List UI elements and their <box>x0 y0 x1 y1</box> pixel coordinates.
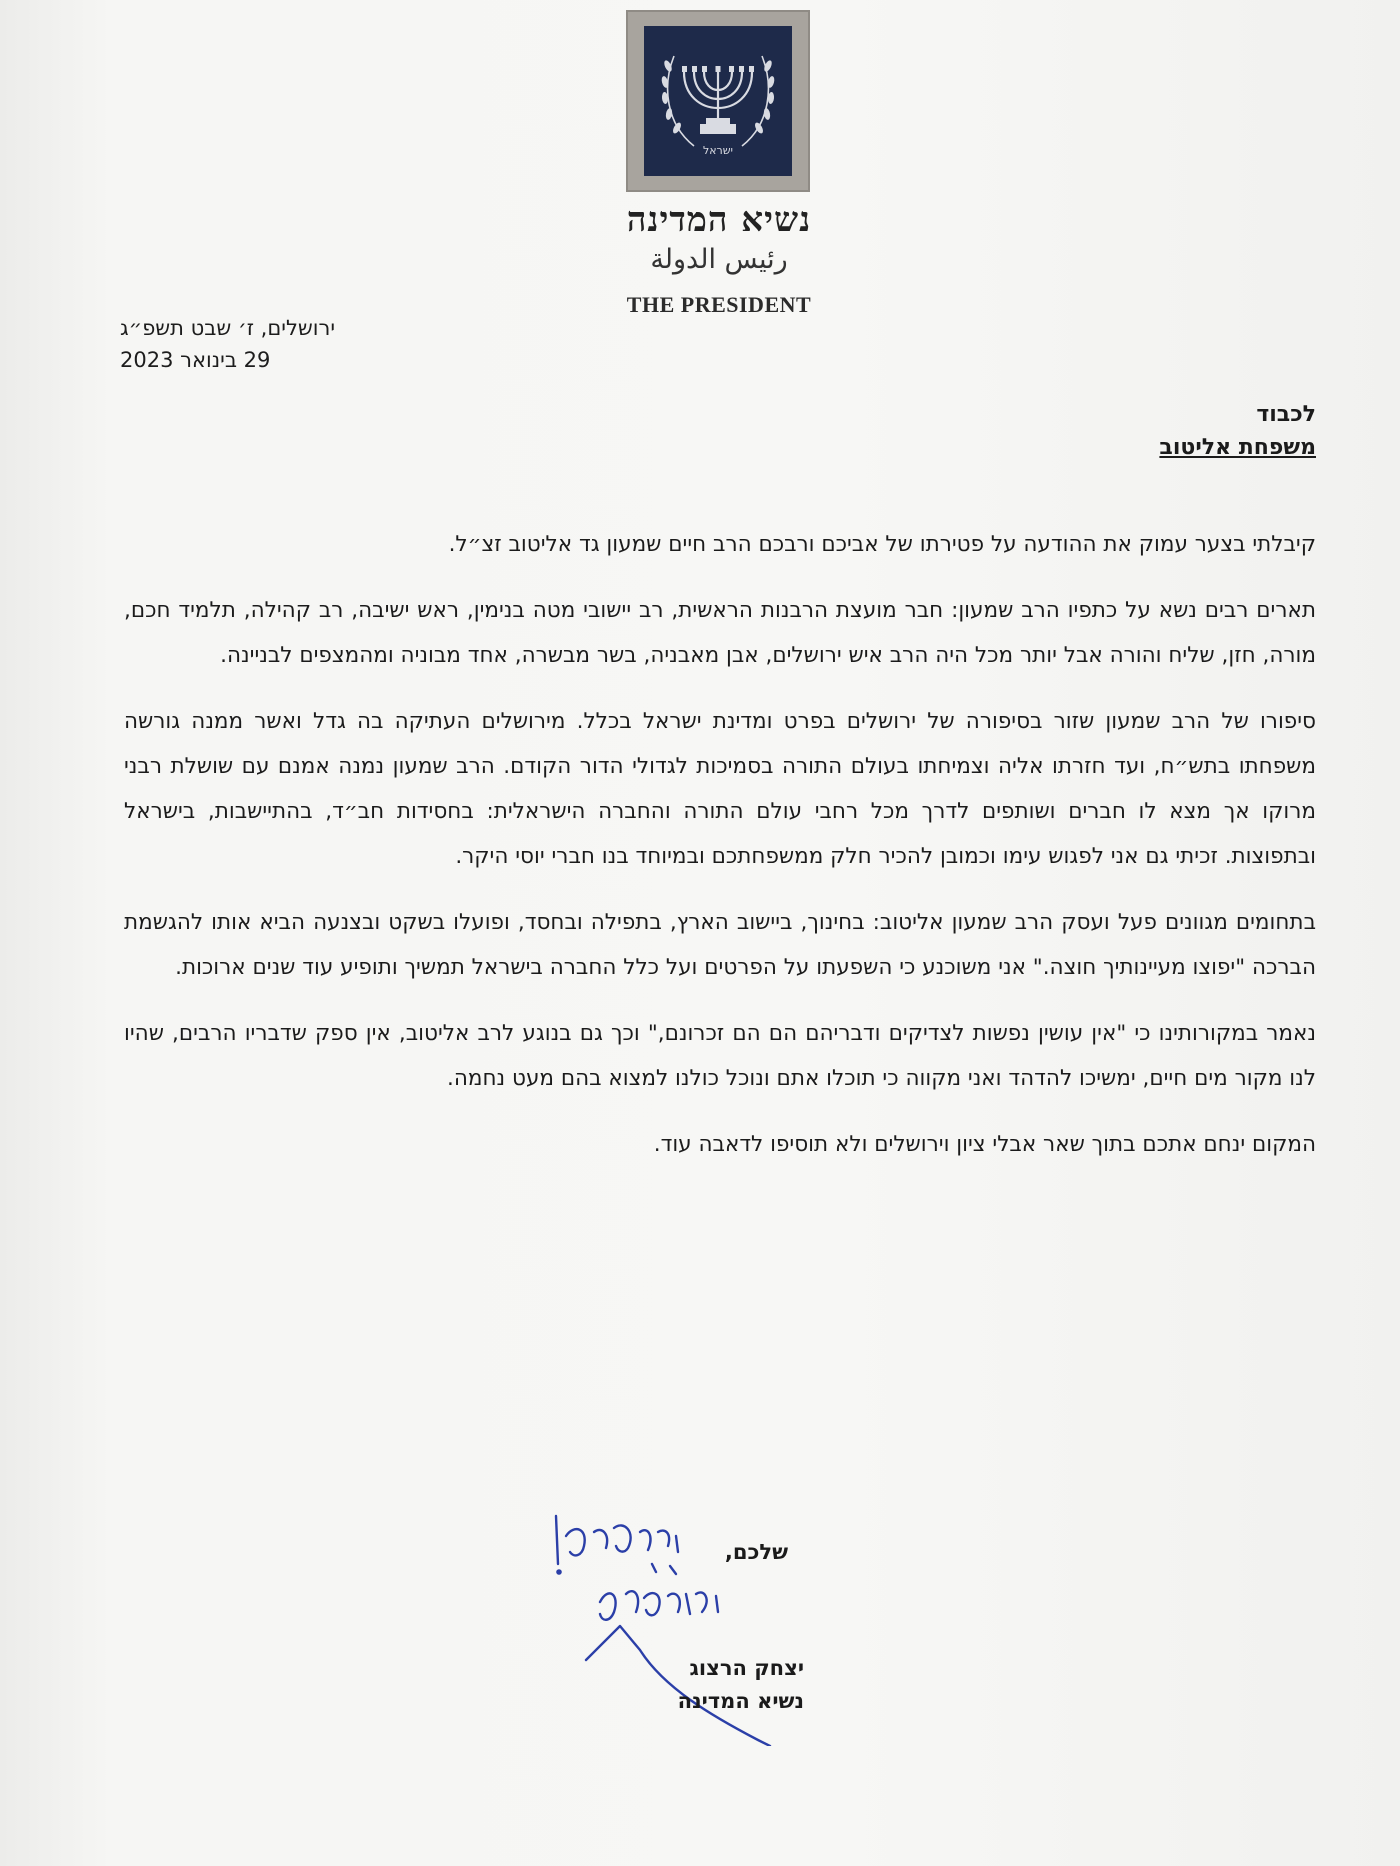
date-block <box>120 312 440 376</box>
salutation: לכבוד <box>1256 402 1316 427</box>
recipient-block <box>816 398 1316 464</box>
body-paragraph: המקום ינחם אתכם בתוך שאר אבלי ציון וירושלים ולא תוסיפו לדאבה עוד. <box>653 1132 1316 1157</box>
letterhead-title-hebrew: נשיא המדינה <box>626 200 812 240</box>
letterhead-title-english: THE PRESIDENT <box>626 292 812 317</box>
body-paragraph: בתחומים מגוונים פעל ועסק הרב שמעון אליטוב: בחינוך, ביישוב הארץ, בתפילה ובחסד, ופועלו בשקט ובצנעה הביא אותו להגשמת הברכה "יפוצו מעיינותיך חוצה." אני משוכנע כי השפעתו על הפרטים ועל כלל החברה בישראל תמשיך ותופיע עוד שנים ארוכות. <box>124 910 1316 980</box>
closing-printed: שלכם, <box>724 1540 788 1564</box>
body-paragraph: תארים רבים נשא על כתפיו הרב שמעון: חבר מועצת הרבנות הראשית, רב יישובי מטה בנימין, ראש ישיבה, רב קהילה, תלמיד חכם, מורה, חזן, שליח והורה אבל יותר מכל היה הרב איש ירושלים, אבן מאבניה, בשר מבשרה, אחד מבוניה ומהמצפים לבניינה. <box>124 598 1316 668</box>
signer-title: נשיא המדינה <box>677 1689 804 1713</box>
body-paragraph: נאמר במקורותינו כי "אין עושין נפשות לצדיקים ודבריהם הם הם זכרונם," וכך גם בנוגע לרב אליטוב, אין ספק שדבריו הרבים, שהיו לנו מקור מים חיים, ימשיכו להדהד ואני מקווה כי תוכלו אתם ונוכל כולנו למצוא בהם מעט נחמה. <box>124 1021 1316 1091</box>
recipient-name: משפחת אליטוב <box>1159 435 1316 460</box>
letter-body <box>124 522 1316 1188</box>
signer-block <box>544 1652 804 1718</box>
body-paragraph: קיבלתי בצער עמוק את ההודעה על פטירתו של אביכם ורבכם הרב חיים שמעון גד אליטוב זצ״ל. <box>448 532 1316 557</box>
body-paragraph: סיפורו של הרב שמעון שזור בסיפורה של ירושלים בפרט ומדינת ישראל בכלל. מירושלים העתיקה בה גדל ואשר ממנה גורשה משפחתו בתש״ח, ועד חזרתו אליה וצמיחתו בעולם התורה בסמיכות לגדולי הדור הקודם. הרב שמעון נמנה אמנם עם שושלת רבני מרוקו אך מצא לו חברים ושותפים לדרך מכל רחבי עולם התורה והחברה הישראלית: בחסידות חב״ד, בהתיישבות, בישראל ובתפוצות. זכיתי גם אני לפגוש עימו וכמובן להכיר חלק ממשפחתכם ובמיוחד בנו חברי יוסי היקר. <box>124 709 1316 869</box>
letterhead-title-arabic: رئيس الدولة <box>650 244 788 275</box>
emblem-frame <box>626 10 810 192</box>
menorah-emblem-icon <box>644 26 792 176</box>
gregorian-date: 29 בינואר 2023 <box>120 348 271 372</box>
emblem-text: ישראל <box>702 144 734 157</box>
signer-name: יצחק הרצוג <box>689 1656 804 1680</box>
hebrew-date: ירושלים, ז׳ שבט תשפ״ג <box>120 316 336 340</box>
